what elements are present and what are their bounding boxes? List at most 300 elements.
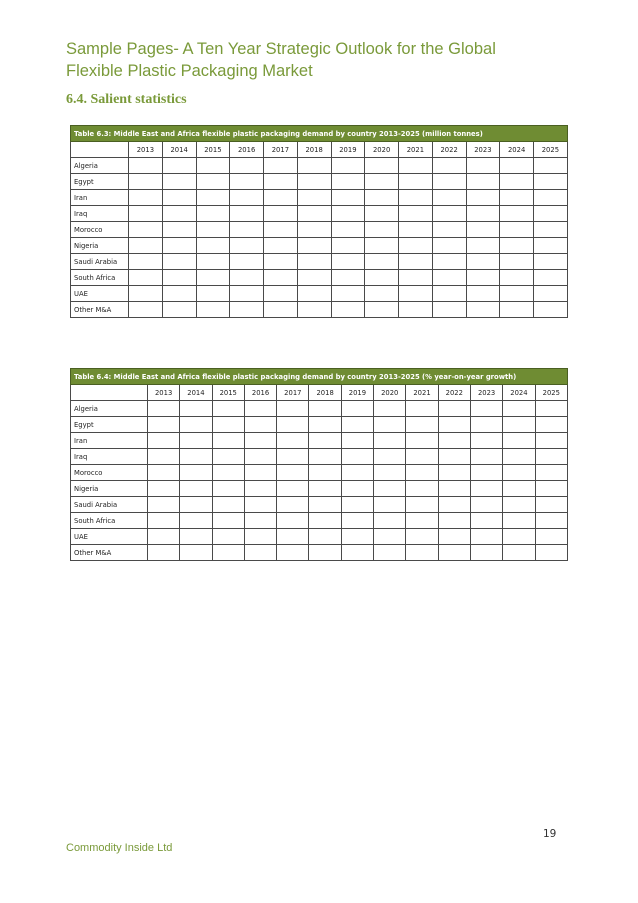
empty-value-cell xyxy=(500,270,534,286)
empty-value-cell xyxy=(309,465,341,481)
empty-value-cell xyxy=(196,254,230,270)
demand-table-yoy-growth xyxy=(70,368,568,561)
empty-value-cell xyxy=(264,222,298,238)
empty-value-cell xyxy=(264,174,298,190)
empty-value-cell xyxy=(297,222,331,238)
empty-value-cell xyxy=(470,465,502,481)
empty-value-cell xyxy=(535,465,567,481)
empty-value-cell xyxy=(129,270,163,286)
country-label: South Africa xyxy=(71,513,148,529)
empty-value-cell xyxy=(331,270,365,286)
year-header: 2022 xyxy=(438,385,470,401)
empty-value-cell xyxy=(534,158,568,174)
document-title-line-2: Flexible Plastic Packaging Market xyxy=(66,62,313,80)
country-label: Egypt xyxy=(71,174,129,190)
empty-value-cell xyxy=(331,190,365,206)
country-label: Algeria xyxy=(71,401,148,417)
empty-value-cell xyxy=(466,174,500,190)
year-header: 2016 xyxy=(244,385,276,401)
country-label: Morocco xyxy=(71,222,129,238)
empty-value-cell xyxy=(470,529,502,545)
empty-value-cell xyxy=(341,449,373,465)
empty-value-cell xyxy=(148,481,180,497)
empty-value-cell xyxy=(180,417,212,433)
empty-value-cell xyxy=(162,302,196,318)
empty-value-cell xyxy=(331,238,365,254)
empty-value-cell xyxy=(212,401,244,417)
table-row xyxy=(71,545,568,561)
table-caption: Table 6.3: Middle East and Africa flexible plastic packaging demand by country 2013-2025 (million tonnes) xyxy=(71,126,568,142)
empty-value-cell xyxy=(309,545,341,561)
empty-value-cell xyxy=(535,417,567,433)
year-header: 2023 xyxy=(466,142,500,158)
table-row xyxy=(71,497,568,513)
year-header: 2018 xyxy=(297,142,331,158)
year-header: 2019 xyxy=(341,385,373,401)
empty-value-cell xyxy=(365,270,399,286)
empty-value-cell xyxy=(297,158,331,174)
year-header: 2014 xyxy=(162,142,196,158)
empty-value-cell xyxy=(341,417,373,433)
country-label: Other M&A xyxy=(71,545,148,561)
empty-value-cell xyxy=(212,449,244,465)
empty-value-cell xyxy=(297,238,331,254)
empty-value-cell xyxy=(534,270,568,286)
empty-value-cell xyxy=(297,206,331,222)
empty-value-cell xyxy=(399,174,433,190)
section-heading: 6.4. Salient statistics xyxy=(66,92,187,107)
empty-value-cell xyxy=(297,302,331,318)
empty-value-cell xyxy=(230,302,264,318)
empty-value-cell xyxy=(406,465,438,481)
empty-value-cell xyxy=(534,222,568,238)
empty-value-cell xyxy=(277,497,309,513)
empty-value-cell xyxy=(399,206,433,222)
empty-value-cell xyxy=(264,190,298,206)
empty-value-cell xyxy=(341,433,373,449)
empty-value-cell xyxy=(297,254,331,270)
table-row xyxy=(71,449,568,465)
year-header: 2025 xyxy=(535,385,567,401)
empty-value-cell xyxy=(244,529,276,545)
empty-value-cell xyxy=(277,449,309,465)
empty-value-cell xyxy=(500,286,534,302)
empty-value-cell xyxy=(180,529,212,545)
empty-value-cell xyxy=(162,238,196,254)
year-header: 2020 xyxy=(374,385,406,401)
empty-value-cell xyxy=(162,174,196,190)
table-row xyxy=(71,222,568,238)
country-label: Other M&A xyxy=(71,302,129,318)
empty-value-cell xyxy=(503,497,535,513)
empty-value-cell xyxy=(374,417,406,433)
empty-value-cell xyxy=(212,433,244,449)
empty-value-cell xyxy=(466,190,500,206)
empty-value-cell xyxy=(438,465,470,481)
country-label: Iran xyxy=(71,190,129,206)
empty-value-cell xyxy=(399,190,433,206)
empty-value-cell xyxy=(500,238,534,254)
year-header: 2021 xyxy=(406,385,438,401)
empty-value-cell xyxy=(196,222,230,238)
empty-value-cell xyxy=(406,545,438,561)
empty-value-cell xyxy=(534,190,568,206)
empty-value-cell xyxy=(466,286,500,302)
empty-value-cell xyxy=(406,449,438,465)
empty-value-cell xyxy=(534,206,568,222)
empty-value-cell xyxy=(432,270,466,286)
empty-value-cell xyxy=(196,286,230,302)
empty-value-cell xyxy=(466,254,500,270)
empty-value-cell xyxy=(503,529,535,545)
empty-value-cell xyxy=(331,174,365,190)
empty-value-cell xyxy=(374,433,406,449)
empty-value-cell xyxy=(466,206,500,222)
empty-value-cell xyxy=(212,497,244,513)
empty-value-cell xyxy=(470,449,502,465)
empty-value-cell xyxy=(148,497,180,513)
empty-value-cell xyxy=(230,158,264,174)
country-label: Algeria xyxy=(71,158,129,174)
empty-value-cell xyxy=(503,481,535,497)
empty-value-cell xyxy=(162,286,196,302)
table-row xyxy=(71,529,568,545)
empty-value-cell xyxy=(503,449,535,465)
empty-value-cell xyxy=(129,302,163,318)
empty-value-cell xyxy=(196,158,230,174)
empty-value-cell xyxy=(365,302,399,318)
empty-value-cell xyxy=(341,465,373,481)
empty-value-cell xyxy=(148,433,180,449)
empty-value-cell xyxy=(331,254,365,270)
table-row xyxy=(71,286,568,302)
empty-value-cell xyxy=(438,481,470,497)
document-title-line-1: Sample Pages- A Ten Year Strategic Outlook for the Global xyxy=(66,40,496,58)
empty-value-cell xyxy=(309,529,341,545)
year-header: 2020 xyxy=(365,142,399,158)
country-label: Saudi Arabia xyxy=(71,497,148,513)
table-header-row xyxy=(71,142,568,158)
empty-value-cell xyxy=(196,190,230,206)
table-row xyxy=(71,433,568,449)
empty-value-cell xyxy=(374,449,406,465)
empty-value-cell xyxy=(503,401,535,417)
empty-value-cell xyxy=(438,417,470,433)
empty-value-cell xyxy=(331,206,365,222)
empty-value-cell xyxy=(399,254,433,270)
table-row xyxy=(71,481,568,497)
year-header: 2017 xyxy=(264,142,298,158)
table-row xyxy=(71,302,568,318)
empty-value-cell xyxy=(244,513,276,529)
empty-value-cell xyxy=(432,158,466,174)
year-header: 2017 xyxy=(277,385,309,401)
empty-value-cell xyxy=(534,174,568,190)
empty-value-cell xyxy=(162,206,196,222)
empty-value-cell xyxy=(264,254,298,270)
empty-value-cell xyxy=(470,401,502,417)
empty-value-cell xyxy=(500,222,534,238)
empty-value-cell xyxy=(212,417,244,433)
empty-value-cell xyxy=(230,206,264,222)
year-header: 2019 xyxy=(331,142,365,158)
table-row xyxy=(71,254,568,270)
empty-value-cell xyxy=(374,529,406,545)
country-label: UAE xyxy=(71,286,129,302)
year-header: 2015 xyxy=(196,142,230,158)
table-header-row xyxy=(71,385,568,401)
empty-value-cell xyxy=(309,513,341,529)
empty-value-cell xyxy=(277,401,309,417)
empty-value-cell xyxy=(535,449,567,465)
empty-value-cell xyxy=(432,174,466,190)
empty-value-cell xyxy=(470,513,502,529)
empty-value-cell xyxy=(341,545,373,561)
empty-value-cell xyxy=(196,302,230,318)
table-row xyxy=(71,401,568,417)
empty-value-cell xyxy=(244,449,276,465)
empty-value-cell xyxy=(500,158,534,174)
empty-value-cell xyxy=(466,270,500,286)
empty-value-cell xyxy=(406,417,438,433)
empty-value-cell xyxy=(309,433,341,449)
empty-value-cell xyxy=(535,497,567,513)
empty-value-cell xyxy=(180,545,212,561)
empty-value-cell xyxy=(148,417,180,433)
empty-value-cell xyxy=(500,174,534,190)
page-number: 19 xyxy=(543,828,557,840)
empty-value-cell xyxy=(399,222,433,238)
empty-value-cell xyxy=(438,433,470,449)
header-blank-cell xyxy=(71,385,148,401)
year-header: 2025 xyxy=(534,142,568,158)
empty-value-cell xyxy=(129,238,163,254)
empty-value-cell xyxy=(162,270,196,286)
empty-value-cell xyxy=(264,302,298,318)
empty-value-cell xyxy=(180,513,212,529)
empty-value-cell xyxy=(230,174,264,190)
empty-value-cell xyxy=(148,401,180,417)
table-row xyxy=(71,158,568,174)
empty-value-cell xyxy=(129,222,163,238)
empty-value-cell xyxy=(264,270,298,286)
empty-value-cell xyxy=(264,238,298,254)
year-header: 2024 xyxy=(500,142,534,158)
empty-value-cell xyxy=(365,158,399,174)
empty-value-cell xyxy=(374,401,406,417)
empty-value-cell xyxy=(277,545,309,561)
empty-value-cell xyxy=(406,433,438,449)
empty-value-cell xyxy=(331,286,365,302)
country-label: Saudi Arabia xyxy=(71,254,129,270)
empty-value-cell xyxy=(438,497,470,513)
empty-value-cell xyxy=(129,286,163,302)
empty-value-cell xyxy=(503,433,535,449)
empty-value-cell xyxy=(230,222,264,238)
empty-value-cell xyxy=(162,158,196,174)
empty-value-cell xyxy=(297,190,331,206)
empty-value-cell xyxy=(470,417,502,433)
year-header: 2014 xyxy=(180,385,212,401)
empty-value-cell xyxy=(374,481,406,497)
empty-value-cell xyxy=(374,545,406,561)
year-header: 2018 xyxy=(309,385,341,401)
empty-value-cell xyxy=(399,286,433,302)
empty-value-cell xyxy=(500,190,534,206)
empty-value-cell xyxy=(230,254,264,270)
empty-value-cell xyxy=(180,465,212,481)
year-header: 2013 xyxy=(129,142,163,158)
empty-value-cell xyxy=(341,401,373,417)
empty-value-cell xyxy=(309,497,341,513)
empty-value-cell xyxy=(500,254,534,270)
empty-value-cell xyxy=(406,513,438,529)
empty-value-cell xyxy=(470,481,502,497)
year-header: 2023 xyxy=(470,385,502,401)
empty-value-cell xyxy=(503,513,535,529)
empty-value-cell xyxy=(244,417,276,433)
empty-value-cell xyxy=(399,238,433,254)
table-row xyxy=(71,513,568,529)
country-label: Morocco xyxy=(71,465,148,481)
table-row xyxy=(71,238,568,254)
empty-value-cell xyxy=(309,401,341,417)
empty-value-cell xyxy=(129,254,163,270)
empty-value-cell xyxy=(534,238,568,254)
empty-value-cell xyxy=(432,190,466,206)
table-row xyxy=(71,206,568,222)
empty-value-cell xyxy=(535,433,567,449)
empty-value-cell xyxy=(432,238,466,254)
empty-value-cell xyxy=(230,286,264,302)
empty-value-cell xyxy=(309,481,341,497)
country-label: Iraq xyxy=(71,449,148,465)
empty-value-cell xyxy=(535,545,567,561)
country-label: Iran xyxy=(71,433,148,449)
empty-value-cell xyxy=(466,238,500,254)
empty-value-cell xyxy=(244,465,276,481)
empty-value-cell xyxy=(277,513,309,529)
empty-value-cell xyxy=(331,222,365,238)
empty-value-cell xyxy=(230,270,264,286)
empty-value-cell xyxy=(196,270,230,286)
empty-value-cell xyxy=(365,190,399,206)
empty-value-cell xyxy=(129,190,163,206)
empty-value-cell xyxy=(503,465,535,481)
empty-value-cell xyxy=(406,401,438,417)
empty-value-cell xyxy=(180,481,212,497)
empty-value-cell xyxy=(230,238,264,254)
empty-value-cell xyxy=(148,513,180,529)
empty-value-cell xyxy=(264,286,298,302)
header-blank-cell xyxy=(71,142,129,158)
empty-value-cell xyxy=(297,270,331,286)
empty-value-cell xyxy=(500,302,534,318)
empty-value-cell xyxy=(212,545,244,561)
empty-value-cell xyxy=(212,513,244,529)
year-header: 2016 xyxy=(230,142,264,158)
empty-value-cell xyxy=(466,158,500,174)
empty-value-cell xyxy=(148,465,180,481)
empty-value-cell xyxy=(432,254,466,270)
empty-value-cell xyxy=(212,465,244,481)
empty-value-cell xyxy=(244,545,276,561)
empty-value-cell xyxy=(365,254,399,270)
empty-value-cell xyxy=(309,417,341,433)
empty-value-cell xyxy=(196,174,230,190)
empty-value-cell xyxy=(365,286,399,302)
empty-value-cell xyxy=(470,433,502,449)
empty-value-cell xyxy=(535,481,567,497)
empty-value-cell xyxy=(162,254,196,270)
empty-value-cell xyxy=(212,481,244,497)
empty-value-cell xyxy=(438,449,470,465)
empty-value-cell xyxy=(162,222,196,238)
empty-value-cell xyxy=(374,465,406,481)
empty-value-cell xyxy=(365,238,399,254)
empty-value-cell xyxy=(406,481,438,497)
empty-value-cell xyxy=(264,206,298,222)
empty-value-cell xyxy=(244,433,276,449)
empty-value-cell xyxy=(438,513,470,529)
empty-value-cell xyxy=(180,497,212,513)
empty-value-cell xyxy=(212,529,244,545)
empty-value-cell xyxy=(129,158,163,174)
empty-value-cell xyxy=(162,190,196,206)
empty-value-cell xyxy=(406,529,438,545)
empty-value-cell xyxy=(180,433,212,449)
country-label: Nigeria xyxy=(71,481,148,497)
empty-value-cell xyxy=(365,206,399,222)
empty-value-cell xyxy=(277,529,309,545)
empty-value-cell xyxy=(129,174,163,190)
empty-value-cell xyxy=(399,270,433,286)
empty-value-cell xyxy=(374,497,406,513)
empty-value-cell xyxy=(432,286,466,302)
document-title xyxy=(66,38,586,82)
empty-value-cell xyxy=(277,465,309,481)
empty-value-cell xyxy=(535,529,567,545)
empty-value-cell xyxy=(196,206,230,222)
empty-value-cell xyxy=(264,158,298,174)
empty-value-cell xyxy=(470,497,502,513)
empty-value-cell xyxy=(399,302,433,318)
empty-value-cell xyxy=(244,497,276,513)
empty-value-cell xyxy=(244,401,276,417)
empty-value-cell xyxy=(535,513,567,529)
empty-value-cell xyxy=(341,529,373,545)
table-row xyxy=(71,190,568,206)
empty-value-cell xyxy=(535,401,567,417)
empty-value-cell xyxy=(341,481,373,497)
empty-value-cell xyxy=(374,513,406,529)
empty-value-cell xyxy=(277,417,309,433)
empty-value-cell xyxy=(466,222,500,238)
table-row xyxy=(71,174,568,190)
empty-value-cell xyxy=(438,529,470,545)
country-label: Nigeria xyxy=(71,238,129,254)
empty-value-cell xyxy=(365,222,399,238)
year-header: 2015 xyxy=(212,385,244,401)
empty-value-cell xyxy=(297,174,331,190)
empty-value-cell xyxy=(230,190,264,206)
empty-value-cell xyxy=(406,497,438,513)
table-row xyxy=(71,417,568,433)
empty-value-cell xyxy=(277,481,309,497)
empty-value-cell xyxy=(466,302,500,318)
empty-value-cell xyxy=(148,449,180,465)
empty-value-cell xyxy=(331,158,365,174)
